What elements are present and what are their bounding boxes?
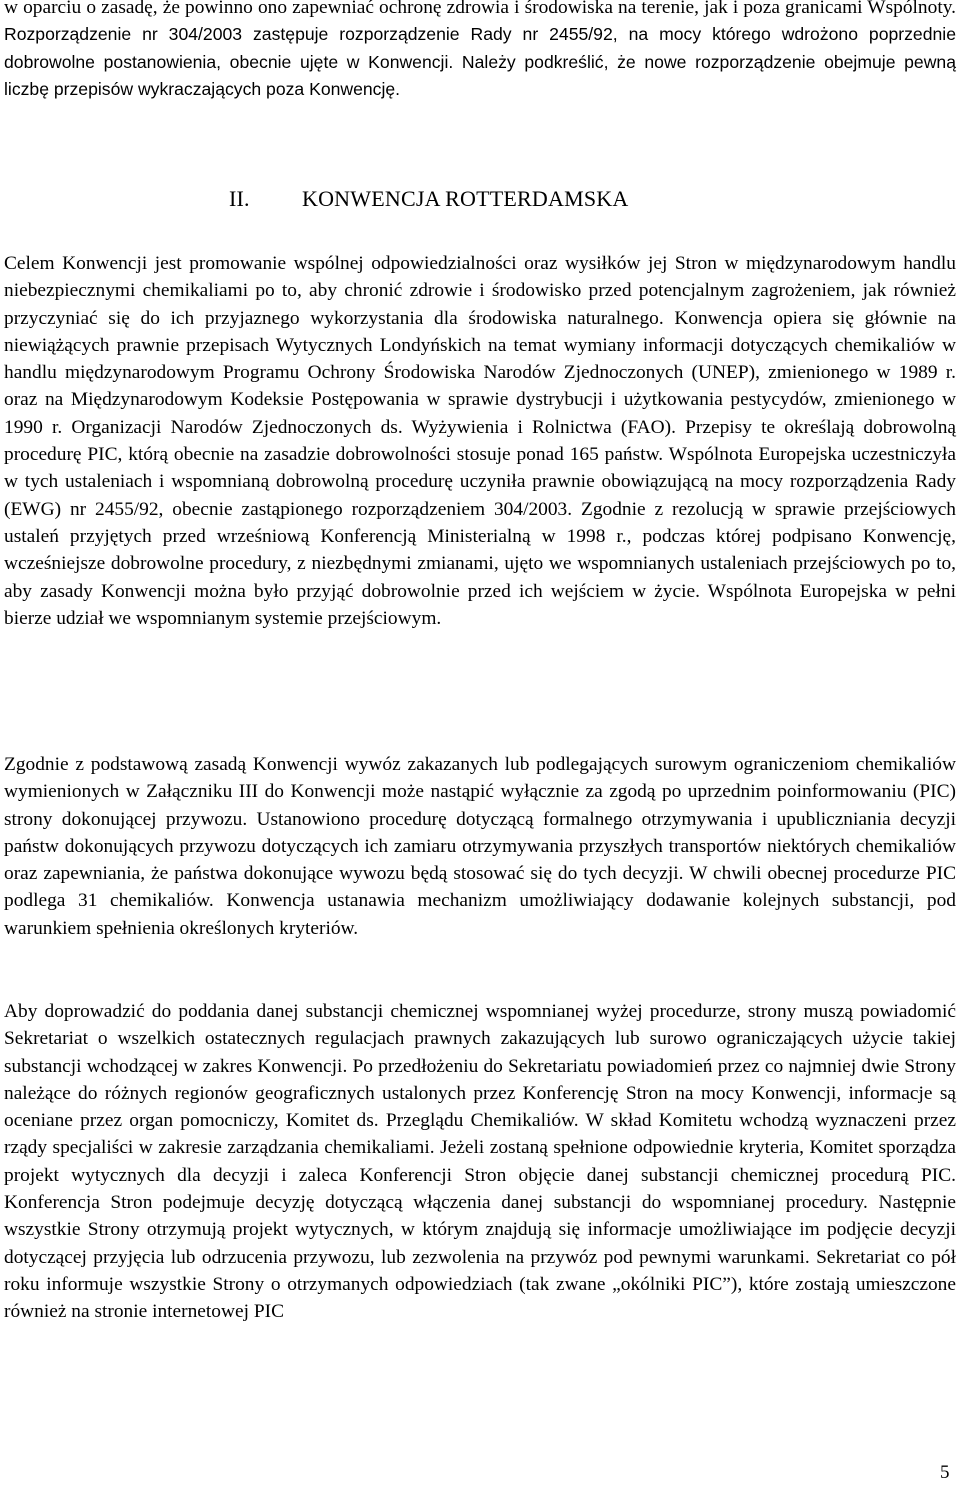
body-paragraph-2: Zgodnie z podstawową zasadą Konwencji wywóz zakazanych lub podlegających surowym ograniczeniom chemikaliów wymienionych w Załączniku III do Konwencji może nastąpić wyłącznie za zgodą po uprzednim poinformowaniu (PIC) strony dokonującej przywozu. Ustanowiono procedurę dotyczącą formalnego otrzymywania i upubliczniania decyzji państw dokonujących przywozu dotyczących ich zamiaru otrzymywania przyszłych transportów niektórych chemikaliów oraz zapewniania, że państwa dokonujące wywozu będą stosować się do tych decyzji. W chwili obecnej procedurze PIC podlega 31 chemikaliów. Konwencja ustanawia mechanizm umożliwiający dodawanie kolejnych substancji, pod warunkiem spełnienia określonych kryteriów. <box>4 754 956 939</box>
section-number: II. <box>229 186 250 211</box>
body-paragraph-3: Aby doprowadzić do poddania danej substancji chemicznej wspomnianej wyżej procedurze, strony muszą powiadomić Sekretariat o wszelkich ostatecznych regulacjach prawnych zakazujących lub surowo ograniczających użycie takiej substancji wchodzącej w zakres Konwencji. Po przedłożeniu do Sekretariatu powiadomień przez co najmniej dwie Strony należące do różnych regionów geograficznych ustalonych przez Konferencję Stron na mocy Konwencji, informacje są oceniane przez organ pomocniczy, Komitet ds. Przeglądu Chemikaliów. W skład Komitetu wchodzą wyznaczeni przez rządy specjaliści w zakresie zarządzania chemikaliami. Jeżeli zostaną spełnione odpowiednie kryteria, Komitet sporządza projekt wytycznych dla decyzji i zaleca Konferencji Stron objęcie danej substancji chemicznej procedurą PIC. Konferencja Stron podejmuje decyzję dotyczącą włączenia danej substancji do wspomnianej procedury. Następnie wszystkie Strony otrzymują projekt wytycznych, w którym znajdują się informacje umożliwiające im podjęcie decyzji dotyczącej przyjęcia lub odrzucenia przywozu, lub zezwolenia na przywóz pod pewnymi warunkami. Sekretariat co pół roku informuje wszystkie Strony o otrzymanych odpowiedziach (tak zwane „okólniki PIC”), które zostają umieszczone również na stronie internetowej PIC <box>4 1001 956 1323</box>
section-title: KONWENCJA ROTTERDAMSKA <box>302 186 629 211</box>
page-number: 5 <box>940 1462 950 1483</box>
body-paragraph-1: Celem Konwencji jest promowanie wspólnej odpowiedzialności oraz wysiłków jej Stron w międzynarodowym handlu niebezpiecznymi chemikaliami po to, aby chronić zdrowie i środowisko przed potencjalnym zagrożeniem, jak również przyczyniać się do ich przyjaznego wykorzystania dla środowiska naturalnego. Konwencja opiera się głównie na niewiążących prawnie przepisach Wytycznych Londyńskich na temat wymiany informacji dotyczących chemikaliów w handlu międzynarodowym Programu Ochrony Środowiska Narodów Zjednoczonych (UNEP), zmienionego w 1989 r. oraz na Międzynarodowym Kodeksie Postępowania w sprawie dystrybucji i użytkowania pestycydów, zmienionego w 1990 r. Organizacji Narodów Zjednoczonych ds. Wyżywienia i Rolnictwa (FAO). Przepisy te określają dobrowolną procedurę PIC, którą obecnie na zasadzie dobrowolności stosuje ponad 165 państw. Wspólnota Europejska uczestniczyła w tych ustaleniach i wspomnianą dobrowolną procedurę uczyniła prawnie obowiązującą na mocy rozporządzenia Rady (EWG) nr 2455/92, obecnie zastąpionego rozporządzeniem 304/2003. Zgodnie z rezolucją w sprawie przejściowych ustaleń przyjętych przed wrześniową Konferencją Ministerialną w 1998 r., podczas której podpisano Konwencję, wcześniejsze dobrowolne procedury, z niezbędnymi zmianami, ujęto we wspomnianych ustaleniach przejściowych po to, aby zasady Konwencji można było przyjąć dobrowolnie przed ich wejściem w życie. Wspólnota Europejska w pełni bierze udział we wspomnianym systemie przejściowym. <box>4 253 956 629</box>
intro-sans-text: Rozporządzenie nr 304/2003 zastępuje rozporządzenie Rady nr 2455/92, na mocy którego wdrożono poprzednie dobrowolne postanowienia, obecnie ujęte w Konwencji. Należy podkreślić, że nowe rozporządzenie obejmuje pewną liczbę przepisów wykraczających poza Konwencję. <box>4 24 956 99</box>
intro-serif-text: w oparciu o zasadę, że powinno ono zapewniać ochronę zdrowia i środowiska na terenie, jak i poza granicami Wspólnoty. <box>4 0 956 18</box>
intro-paragraph <box>4 0 956 103</box>
